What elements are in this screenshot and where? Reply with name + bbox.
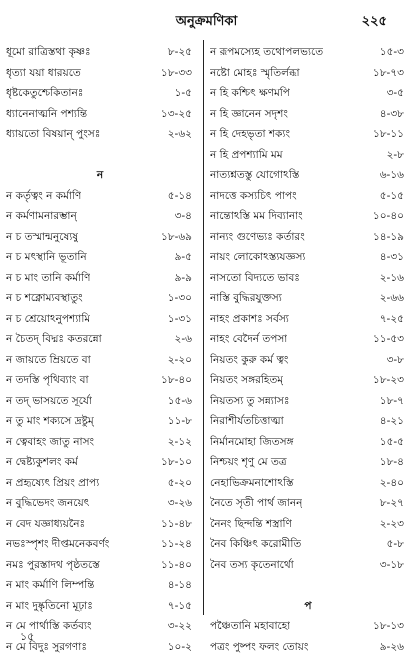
entry-reference: ১৪-১৯ (373, 227, 404, 248)
entry-reference: ১-৫ (175, 83, 192, 104)
entry-text: নাহং বেদৈর্ন তপসা (210, 329, 287, 350)
entry-reference: ১৫-৩ (380, 42, 404, 63)
entry-text: নিশ্চয়ং শৃণু মে তত্র (210, 452, 287, 473)
entry-reference: ৭-২৫ (380, 309, 404, 330)
entry-reference: ১৮-৪০ (161, 370, 192, 391)
section-letter (210, 596, 406, 617)
entry-text: ন চ তস্মান্মনুষ্যেষু (6, 227, 78, 248)
entry-reference: ৪-৩৮ (380, 104, 404, 125)
entry-text: নিয়তস্য তু সন্ন্যাসঃ (210, 391, 289, 412)
index-entry (6, 104, 194, 125)
entry-reference: ৩-৮ (387, 350, 404, 371)
entry-text: ধ্যায়তো বিষয়ান্ পুংসঃ (6, 124, 100, 145)
entry-reference: ৩-৫ (387, 83, 404, 104)
entry-text: ন হি জ্ঞানেন সদৃশং (210, 104, 288, 125)
index-entry (210, 329, 406, 350)
index-entry (6, 370, 194, 391)
index-column-right (210, 42, 406, 657)
entry-reference: ২-১২ (168, 432, 192, 453)
entry-text: নমঃ পুরস্তাদথ পৃষ্ঠতস্তে (6, 555, 100, 576)
entry-text: ধূমো রাত্রিস্তথা কৃষ্ণঃ (6, 42, 91, 63)
index-entry (6, 391, 194, 412)
index-entry (6, 247, 194, 268)
entry-text: ন কর্মণামনারম্ভান্ (6, 206, 77, 227)
entry-text: ন জায়তে ম্রিয়তে বা (6, 350, 91, 371)
index-entry (6, 452, 194, 473)
index-entry (210, 493, 406, 514)
index-entry (210, 432, 406, 453)
entry-text: ন চ শ্রেয়োঽনুপশ্যামি (6, 309, 90, 330)
index-entry (6, 124, 194, 145)
index-entry (6, 227, 194, 248)
entry-reference: ২-৬২ (168, 124, 192, 145)
entry-reference: ১৮-৪ (380, 452, 404, 473)
entry-text: ন রূপমস্যেহ তথোপলভ্যতে (210, 42, 323, 63)
entry-reference: ৯-২৬ (380, 637, 404, 657)
index-entry (6, 350, 194, 371)
index-entry (6, 42, 194, 63)
entry-reference: ২-২৩ (380, 514, 404, 535)
entry-reference: ১১-৫৩ (373, 329, 404, 350)
index-entry (210, 616, 406, 637)
entry-reference: ১৫-৬ (168, 391, 192, 412)
index-entry (6, 83, 194, 104)
entry-text: ন হি প্রপশ্যামি মম (210, 145, 283, 166)
entry-reference: ১৮-২৩ (373, 370, 404, 391)
entry-text: নৈব কিঞ্চিৎ করোমীতি (210, 534, 301, 555)
entry-reference: ৪-১৪ (168, 575, 192, 596)
index-entry (210, 309, 406, 330)
entry-reference: ২-৬ (175, 329, 192, 350)
entry-reference: ১৮-৬৯ (161, 227, 192, 248)
index-entry (210, 288, 406, 309)
entry-reference: ১৮-৭ (380, 391, 404, 412)
index-entry (210, 124, 406, 145)
section-letter-text: প (304, 600, 311, 612)
entry-text: ন প্রহৃষ্যেৎ প্রিয়ং প্রাপ্য (6, 473, 99, 494)
entry-reference: ৪-২১ (380, 411, 404, 432)
index-entry (210, 83, 406, 104)
entry-reference: ২-৮ (387, 145, 404, 166)
index-entry (210, 473, 406, 494)
entry-reference: ১৩-২৫ (161, 104, 192, 125)
entry-text: ন মে পার্থাস্তি কর্তব্যং (6, 616, 92, 637)
entry-text: ন হি দেহভৃতা শক্যং (210, 124, 290, 145)
entry-text: ন চ মৎস্থানি ভূতানি (6, 247, 87, 268)
entry-text: নিয়তং সঙ্গরহিতম্ (210, 370, 283, 391)
entry-text: ন চ শক্নোম্যবস্থাতুং (6, 288, 83, 309)
entry-text: ধৃষ্টকেতুশ্চেকিতানঃ (6, 83, 83, 104)
entry-text: নৈতে সৃতী পার্থ জানন্ (210, 493, 302, 514)
entry-reference: ৩-৪ (175, 206, 192, 227)
entry-reference: ৩-২৬ (168, 493, 192, 514)
index-column-left (6, 42, 194, 657)
entry-text: ন মাং কর্মাণি লিম্পন্তি (6, 575, 94, 596)
index-entry (210, 534, 406, 555)
entry-reference: ১১-৮ (168, 411, 192, 432)
entry-reference: ৮-২৫ (168, 42, 192, 63)
entry-text: নির্মানমোহা জিতসঙ্গ (210, 432, 294, 453)
entry-text: ন বেদ যজ্ঞাধ্যয়নৈঃ (6, 514, 85, 535)
entry-text: ন মে বিদুঃ সুরগণাঃ (6, 637, 87, 657)
entry-text: ন চৈতদ্ বিদ্মঃ কতরন্নো (6, 329, 102, 350)
index-entry (210, 555, 406, 576)
entry-text: নাসতো বিদ্যতে ভাবঃ (210, 268, 300, 289)
entry-reference: ৭-১৫ (168, 596, 192, 617)
entry-text: নষ্টো মোহঃ স্মৃতির্লব্ধা (210, 63, 300, 84)
index-entry (210, 247, 406, 268)
entry-reference: ২-৪০ (380, 473, 404, 494)
index-entry (210, 268, 406, 289)
index-entry (6, 555, 194, 576)
entry-reference: ২-২০ (168, 350, 192, 371)
entry-reference: ১১-২৪ (161, 534, 192, 555)
entry-reference: ৪-৩১ (380, 247, 404, 268)
index-entry (6, 432, 194, 453)
entry-reference: ১-৩০ (168, 288, 192, 309)
entry-text: নাস্তি বুদ্ধিরযুক্তস্য (210, 288, 282, 309)
entry-text: ন হি কশ্চিৎ ক্ষণমপি (210, 83, 290, 104)
entry-text: ন দ্বেষ্ট্যকুশলং কর্ম (6, 452, 78, 473)
entry-text: নান্তোঽস্তি মম দিব্যানাং (210, 206, 303, 227)
entry-text: ন বুদ্ধিভেদং জনয়েৎ (6, 493, 89, 514)
index-entry (6, 411, 194, 432)
index-entry (6, 575, 194, 596)
index-entry (6, 63, 194, 84)
index-entry (210, 370, 406, 391)
index-entry (210, 637, 406, 657)
footer-signature: ১৫ (20, 628, 34, 647)
entry-text: ন ত্বেবাহং জাতু নাসং (6, 432, 94, 453)
entry-reference: ৬-১৬ (380, 165, 404, 186)
index-entry (6, 514, 194, 535)
entry-reference: ১১-৪০ (161, 555, 192, 576)
index-entry (210, 145, 406, 166)
index-entry (6, 534, 194, 555)
entry-text: নাত্যশ্নতস্তু যোগোঽস্তি (210, 165, 299, 186)
index-entry (6, 493, 194, 514)
entry-text: ন চ মাং তানি কর্মাণি (6, 268, 90, 289)
entry-reference: ২-১৬ (380, 268, 404, 289)
entry-reference: ১-৩১ (168, 309, 192, 330)
entry-reference: ৫-৮ (387, 534, 404, 555)
entry-text: ন তদস্তি পৃথিব্যাং বা (6, 370, 89, 391)
index-entry (210, 165, 406, 186)
index-entry (6, 473, 194, 494)
entry-reference: ৫-২০ (168, 473, 192, 494)
entry-reference: ১০-২ (168, 637, 192, 657)
column-divider (203, 40, 204, 615)
index-entry (6, 268, 194, 289)
entry-text: পত্রং পুষ্পং ফলং তোয়ং (210, 637, 308, 657)
entry-text: ধ্যানেনাত্মনি পশ্যন্তি (6, 104, 87, 125)
entry-reference: ৩-১৮ (380, 555, 404, 576)
entry-text: নৈনং ছিন্দন্তি শস্ত্রাণি (210, 514, 292, 535)
entry-reference: ১৮-১৩ (373, 616, 404, 637)
index-entry (210, 350, 406, 371)
entry-reference: ৮-২৭ (380, 493, 404, 514)
entry-text: নেহাভিক্রমনাশোঽস্তি (210, 473, 294, 494)
entry-text: ন কর্তৃত্বং ন কর্মাণি (6, 186, 81, 207)
entry-text: নাদত্তে কস্যচিৎ পাপং (210, 186, 297, 207)
entry-reference: ৫-১৫ (380, 186, 404, 207)
index-entry (210, 227, 406, 248)
index-entry (210, 104, 406, 125)
blank-row (210, 575, 406, 596)
entry-text: নিরাশীর্যতচিত্তাত্মা (210, 411, 284, 432)
entry-text: ন মাং দুষ্কৃতিনো মূঢ়াঃ (6, 596, 93, 617)
index-entry (6, 309, 194, 330)
entry-reference: ১৮-১০ (161, 452, 192, 473)
section-letter (6, 165, 194, 186)
entry-reference: ২-৬৬ (380, 288, 404, 309)
index-entry (210, 42, 406, 63)
entry-text: নান্যং গুণেভ্যঃ কর্তারং (210, 227, 305, 248)
entry-reference: ১৫-৫ (380, 432, 404, 453)
entry-text: পঞ্চৈতানি মহাবাহো (210, 616, 290, 637)
index-entry (210, 186, 406, 207)
entry-text: নভঃস্পৃশং দীপ্তমনেকবর্ণং (6, 534, 109, 555)
entry-text: নায়ং লোকোঽস্ত্যযজ্ঞস্য (210, 247, 305, 268)
entry-reference: ৫-১৪ (168, 186, 192, 207)
entry-reference: ৯-৯ (175, 268, 192, 289)
blank-row (6, 145, 194, 166)
entry-text: ন তু মাং শক্যসে দ্রষ্টুম্ (6, 411, 94, 432)
entry-reference: ৯-৫ (175, 247, 192, 268)
entry-reference: ১১-৪৮ (161, 514, 192, 535)
entry-reference: ১৮-৭৩ (373, 63, 404, 84)
index-entry (210, 63, 406, 84)
entry-reference: ৩-২২ (168, 616, 192, 637)
index-entry (6, 186, 194, 207)
page-number: ২২৫ (362, 12, 387, 33)
entry-text: ন তদ্ ভাসয়তে সূর্যো (6, 391, 92, 412)
index-entry (210, 514, 406, 535)
index-entry (6, 596, 194, 617)
page-title: অনুক্রমণিকা (0, 12, 413, 33)
entry-reference: ১৮-৩৩ (161, 63, 192, 84)
entry-text: নাহং প্রকাশঃ সর্বস্য (210, 309, 289, 330)
index-entry (6, 288, 194, 309)
entry-reference: ১০-৪০ (373, 206, 404, 227)
entry-reference: ১৮-১১ (373, 124, 404, 145)
index-entry (210, 206, 406, 227)
entry-text: নৈব তস্য কৃতেনার্থো (210, 555, 294, 576)
index-entry (6, 329, 194, 350)
index-entry (210, 391, 406, 412)
entry-text: ধৃত্যা যয়া ধারয়তে (6, 63, 81, 84)
index-entry (210, 411, 406, 432)
entry-text: নিয়তং কুরু কর্ম ত্বং (210, 350, 288, 371)
index-entry (6, 206, 194, 227)
section-letter-text: ন (97, 169, 103, 181)
index-entry (210, 452, 406, 473)
